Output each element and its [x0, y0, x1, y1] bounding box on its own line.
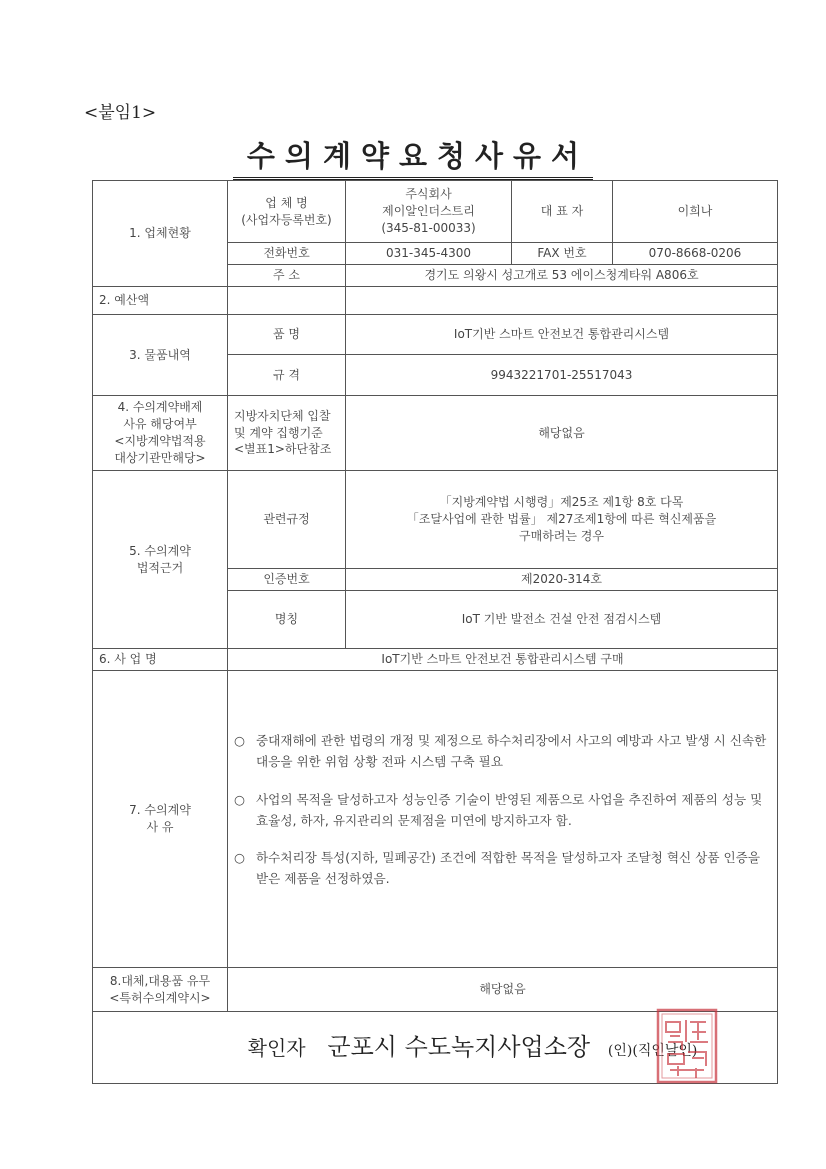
reason-content	[228, 671, 778, 968]
reason-text: 하수처리장 특성(지하, 밀폐공간) 조건에 적합한 목적을 달성하고자 조달청 혁신 상품 인증을 받은 제품을 선정하였음.	[256, 850, 760, 887]
reason-item	[234, 731, 771, 773]
circle-bullet-icon: ○	[234, 791, 245, 807]
attachment-label: <붙임1>	[84, 103, 157, 123]
reason-text: 중대재해에 관한 법령의 개정 및 제정으로 하수처리장에서 사고의 예방과 사고 발생 시 신속한 대응을 위한 위험 상황 전파 시스템 구축 필요	[256, 733, 767, 769]
cert-number-value: 제2020-314호	[346, 569, 778, 591]
phone-label: 전화번호	[228, 243, 346, 265]
exclusion-label: 4. 수의계약배제 사유 해당여부 <지방계약법적용 대상기관만해당>	[93, 396, 228, 471]
company-name-value: 주식회사 제이알인더스트리 (345-81-00033)	[346, 181, 512, 243]
cert-name-value: IoT 기반 발전소 건설 안전 점검시스템	[346, 591, 778, 649]
budget-spacer	[228, 287, 346, 315]
address-label: 주 소	[228, 265, 346, 287]
document-title-wrap	[0, 134, 826, 180]
item-section-label: 3. 물품내역	[93, 315, 228, 396]
reason-text: 사업의 목적을 달성하고자 성능인증 기술이 반영된 제품으로 사업을 추진하여 제품의 성능 및 효율성, 하자, 유지관리의 문제점을 미연에 방지하고자 함.	[256, 791, 763, 828]
item-name-value: IoT기반 스마트 안전보건 통합관리시스템	[346, 315, 778, 355]
address-value: 경기도 의왕시 성고개로 53 에이스청계타워 A806호	[346, 265, 778, 287]
reason-item	[234, 848, 771, 890]
official-seal-icon	[656, 1008, 718, 1084]
project-value: IoT기반 스마트 안전보건 통합관리시스템 구매	[228, 649, 778, 671]
budget-label: 2. 예산액	[93, 287, 228, 315]
seal-placeholder-text: (인)(직인날인)	[607, 1042, 698, 1059]
company-section-label: 1. 업체현황	[93, 181, 228, 287]
item-spec-value: 9943221701-25517043	[346, 355, 778, 396]
fax-value: 070-8668-0206	[613, 243, 778, 265]
budget-value	[346, 287, 778, 315]
alternative-value: 해당없음	[228, 968, 778, 1012]
exclusion-value: 해당없음	[346, 396, 778, 471]
company-name-label: 업 체 명 (사업자등록번호)	[228, 181, 346, 243]
reason-label: 7. 수의계약 사 유	[93, 671, 228, 968]
reason-list	[234, 731, 771, 890]
phone-value: 031-345-4300	[346, 243, 512, 265]
cert-number-label: 인증번호	[228, 569, 346, 591]
regulation-value: 「지방계약법 시행령」제25조 제1항 8호 다목 「조달사업에 관한 법률」 제27조제1항에 따른 혁신제품을 구매하려는 경우	[346, 471, 778, 569]
fax-label: FAX 번호	[512, 243, 613, 265]
circle-bullet-icon: ○	[234, 733, 245, 749]
representative-value: 이희나	[613, 181, 778, 243]
item-name-label: 품 명	[228, 315, 346, 355]
regulation-label: 관련규정	[228, 471, 346, 569]
exclusion-sub-label: 지방자치단체 입찰 및 계약 집행기준 <별표1>하단참조	[228, 396, 346, 471]
item-spec-label: 규 격	[228, 355, 346, 396]
confirmer-name: 군포시 수도녹지사업소장	[327, 1032, 591, 1061]
project-label: 6. 사 업 명	[93, 649, 228, 671]
circle-bullet-icon: ○	[234, 850, 245, 866]
cert-name-label: 명칭	[228, 591, 346, 649]
document-title: 수의계약요청사유서	[233, 134, 593, 180]
reason-item	[234, 790, 771, 832]
request-form-table	[92, 180, 778, 1084]
confirmer-label: 확인자	[247, 1035, 306, 1060]
legal-section-label: 5. 수의계약 법적근거	[93, 471, 228, 649]
alternative-label: 8.대체,대용품 유무 <특허수의계약시>	[93, 968, 228, 1012]
representative-label: 대 표 자	[512, 181, 613, 243]
